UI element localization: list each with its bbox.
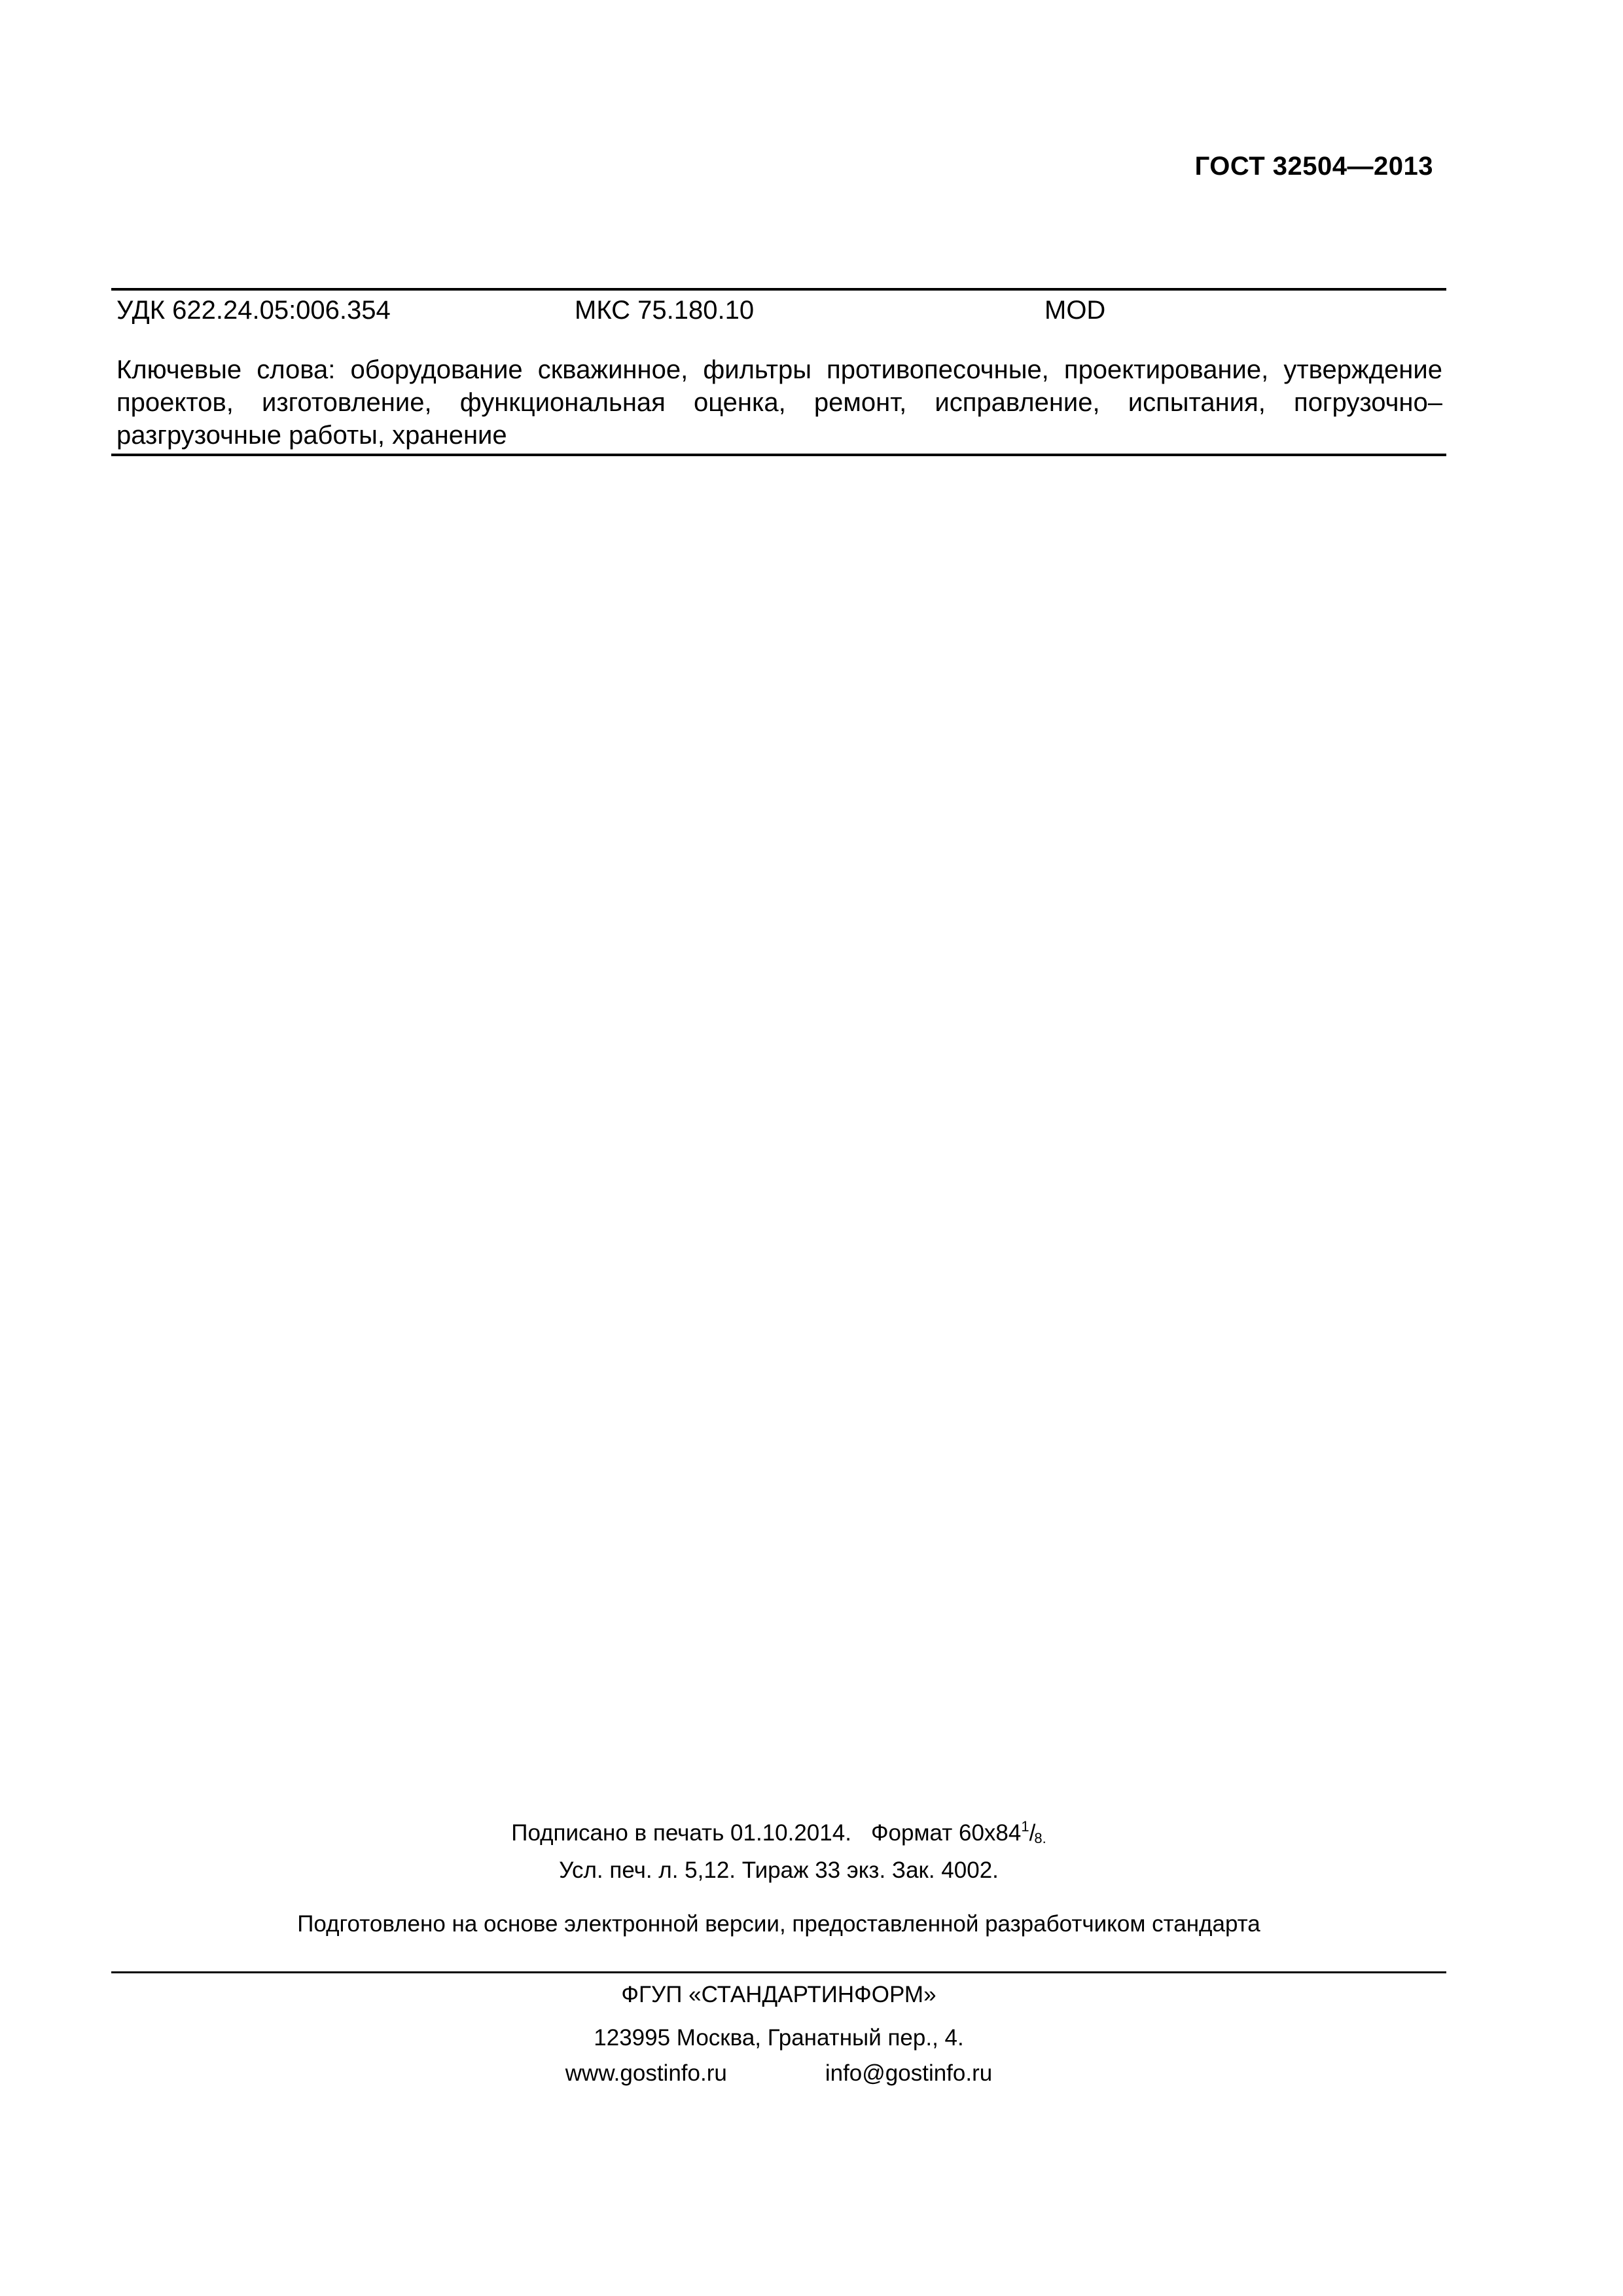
keywords-paragraph: Ключевые слова: оборудование скважинное, фильтры противопесочные, проектирование, утверждение проектов, изготовление, функциональная оценка, ремонт, исправление, испытания, погрузочно–разгрузочные работы, хранение (116, 355, 1442, 450)
modification-degree: MOD (1044, 296, 1106, 325)
format-numerator: 1 (1021, 1818, 1029, 1835)
imprint-rule (111, 1971, 1446, 1973)
contact-line (111, 2060, 1446, 2087)
publisher-name: ФГУП «СТАНДАРТИНФОРМ» (621, 1982, 936, 2007)
format-denominator: 8. (1034, 1830, 1046, 1846)
signed-date: Подписано в печать 01.10.2014. (511, 1820, 851, 1846)
signed-print-line (111, 1818, 1446, 1847)
print-details: Усл. печ. л. 5,12. Тираж 33 экз. Зак. 4002. (559, 1857, 999, 1883)
website-link[interactable]: www.gostinfo.ru (565, 2060, 727, 2086)
classification-row (116, 296, 1445, 329)
top-rule (111, 288, 1446, 291)
format-prefix: Формат 60х84 (870, 1820, 1022, 1846)
paper-format: Формат $60х84^1/_{8.}$ (870, 1818, 1046, 1846)
email-link[interactable]: info@gostinfo.ru (825, 2060, 993, 2086)
prepared-note: Подготовлено на основе электронной версии, предоставленной разработчиком стандарта (297, 1911, 1260, 1937)
publisher-address: 123995 Москва, Гранатный пер., 4. (594, 2025, 964, 2051)
keywords-rule (111, 454, 1446, 456)
udk-code: УДК 622.24.05:006.354 (116, 296, 391, 325)
mks-code: МКС 75.180.10 (575, 296, 755, 325)
document-code: ГОСТ 32504—2013 (1194, 152, 1433, 181)
